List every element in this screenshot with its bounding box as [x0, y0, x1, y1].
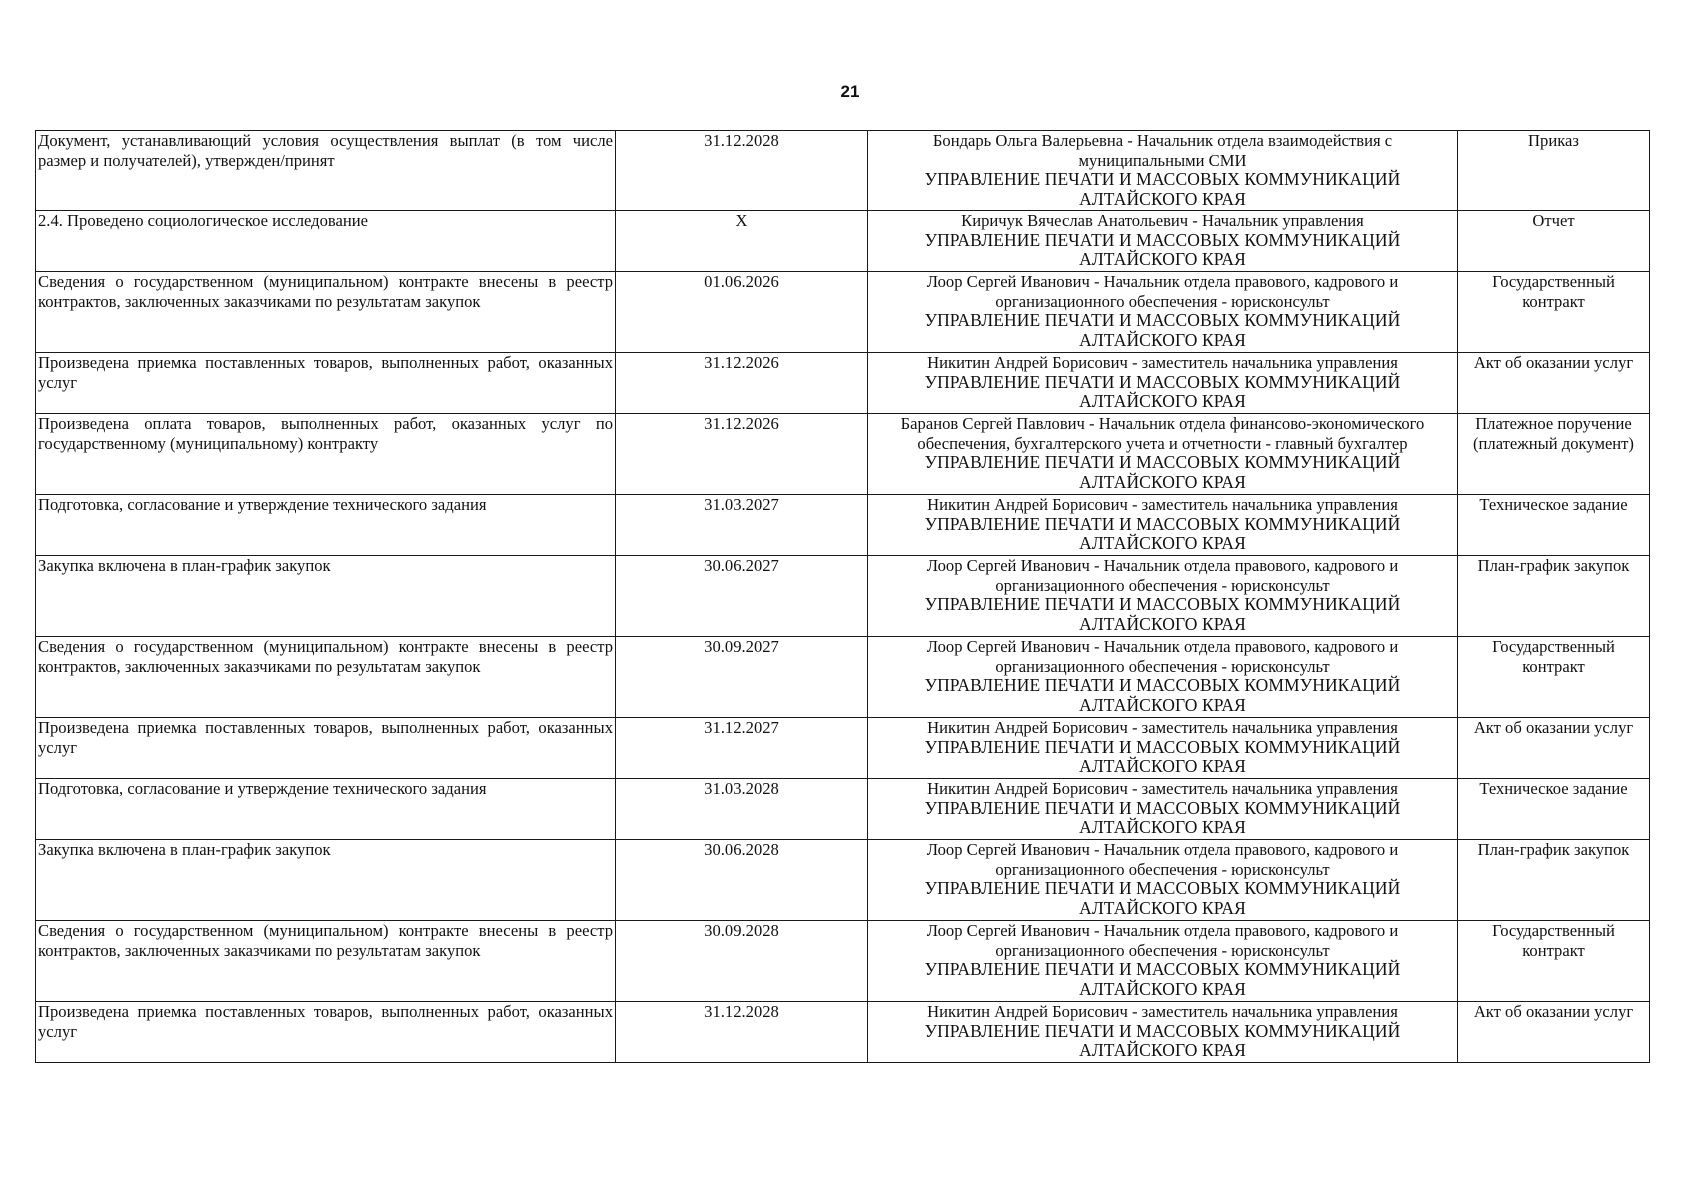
date-cell: X — [616, 211, 868, 272]
document-cell: План-график закупок — [1458, 840, 1650, 921]
responsible-org: УПРАВЛЕНИЕ ПЕЧАТИ И МАССОВЫХ КОММУНИКАЦИЙ АЛТАЙСКОГО КРАЯ — [924, 229, 1401, 269]
responsible-cell — [868, 921, 1458, 1002]
event-cell: Сведения о государственном (муниципальном) контракте внесены в реестр контрактов, заключенных заказчиками по результатам закупок — [36, 637, 616, 718]
responsible-person: Лоор Сергей Иванович - Начальник отдела правового, кадрового и организационного обеспечения - юрисконсульт — [926, 272, 1399, 311]
responsible-org: УПРАВЛЕНИЕ ПЕЧАТИ И МАССОВЫХ КОММУНИКАЦИЙ АЛТАЙСКОГО КРАЯ — [924, 452, 1401, 492]
responsible-cell — [868, 718, 1458, 779]
date-cell: 30.06.2028 — [616, 840, 868, 921]
event-cell: 2.4. Проведено социологическое исследование — [36, 211, 616, 272]
responsible-person: Никитин Андрей Борисович - заместитель начальника управления — [927, 353, 1398, 372]
responsible-cell — [868, 637, 1458, 718]
responsible-person: Лоор Сергей Иванович - Начальник отдела правового, кадрового и организационного обеспечения - юрисконсульт — [926, 921, 1399, 960]
responsible-person: Лоор Сергей Иванович - Начальник отдела правового, кадрового и организационного обеспечения - юрисконсульт — [926, 840, 1399, 879]
date-cell: 31.12.2028 — [616, 131, 868, 211]
responsible-cell — [868, 495, 1458, 556]
event-cell: Подготовка, согласование и утверждение технического задания — [36, 779, 616, 840]
table-row — [36, 556, 1650, 637]
date-cell: 31.12.2026 — [616, 414, 868, 495]
responsible-cell — [868, 272, 1458, 353]
responsible-cell — [868, 414, 1458, 495]
table-row — [36, 211, 1650, 272]
event-cell: Сведения о государственном (муниципальном) контракте внесены в реестр контрактов, заключенных заказчиками по результатам закупок — [36, 272, 616, 353]
responsible-person: Никитин Андрей Борисович - заместитель начальника управления — [927, 1002, 1398, 1021]
responsible-org: УПРАВЛЕНИЕ ПЕЧАТИ И МАССОВЫХ КОММУНИКАЦИЙ АЛТАЙСКОГО КРАЯ — [924, 310, 1401, 350]
responsible-person: Лоор Сергей Иванович - Начальник отдела правового, кадрового и организационного обеспечения - юрисконсульт — [926, 556, 1399, 595]
document-cell: Акт об оказании услуг — [1458, 718, 1650, 779]
responsible-person: Никитин Андрей Борисович - заместитель начальника управления — [927, 495, 1398, 514]
date-cell: 30.06.2027 — [616, 556, 868, 637]
event-cell: Закупка включена в план-график закупок — [36, 840, 616, 921]
document-cell: Государственный контракт — [1458, 921, 1650, 1002]
responsible-org: УПРАВЛЕНИЕ ПЕЧАТИ И МАССОВЫХ КОММУНИКАЦИЙ АЛТАЙСКОГО КРАЯ — [924, 169, 1401, 209]
table-row — [36, 1002, 1650, 1063]
responsible-org: УПРАВЛЕНИЕ ПЕЧАТИ И МАССОВЫХ КОММУНИКАЦИЙ АЛТАЙСКОГО КРАЯ — [924, 594, 1401, 634]
event-cell: Произведена приемка поставленных товаров, выполненных работ, оказанных услуг — [36, 1002, 616, 1063]
date-cell: 31.12.2027 — [616, 718, 868, 779]
table-row — [36, 131, 1650, 211]
responsible-org: УПРАВЛЕНИЕ ПЕЧАТИ И МАССОВЫХ КОММУНИКАЦИЙ АЛТАЙСКОГО КРАЯ — [924, 371, 1401, 411]
document-cell: Государственный контракт — [1458, 272, 1650, 353]
document-cell: Приказ — [1458, 131, 1650, 211]
responsible-person: Бондарь Ольга Валерьевна - Начальник отдела взаимодействия с муниципальными СМИ — [932, 131, 1393, 170]
date-cell: 30.09.2027 — [616, 637, 868, 718]
table-row — [36, 353, 1650, 414]
page-number: 21 — [840, 82, 860, 101]
responsible-cell — [868, 556, 1458, 637]
responsible-cell — [868, 840, 1458, 921]
table-row — [36, 840, 1650, 921]
document-cell: Техническое задание — [1458, 779, 1650, 840]
date-cell: 31.03.2028 — [616, 779, 868, 840]
table-row — [36, 272, 1650, 353]
table-row — [36, 637, 1650, 718]
date-cell: 01.06.2026 — [616, 272, 868, 353]
table-row — [36, 414, 1650, 495]
date-cell: 30.09.2028 — [616, 921, 868, 1002]
event-cell: Произведена оплата товаров, выполненных работ, оказанных услуг по государственному (муниципальному) контракту — [36, 414, 616, 495]
responsible-org: УПРАВЛЕНИЕ ПЕЧАТИ И МАССОВЫХ КОММУНИКАЦИЙ АЛТАЙСКОГО КРАЯ — [924, 959, 1401, 999]
date-cell: 31.12.2026 — [616, 353, 868, 414]
document-cell: Акт об оказании услуг — [1458, 353, 1650, 414]
event-cell: Сведения о государственном (муниципальном) контракте внесены в реестр контрактов, заключенных заказчиками по результатам закупок — [36, 921, 616, 1002]
document-cell: Платежное поручение (платежный документ) — [1458, 414, 1650, 495]
responsible-cell — [868, 131, 1458, 211]
responsible-org: УПРАВЛЕНИЕ ПЕЧАТИ И МАССОВЫХ КОММУНИКАЦИЙ АЛТАЙСКОГО КРАЯ — [924, 736, 1401, 776]
table-row — [36, 495, 1650, 556]
document-cell: Техническое задание — [1458, 495, 1650, 556]
responsible-org: УПРАВЛЕНИЕ ПЕЧАТИ И МАССОВЫХ КОММУНИКАЦИЙ АЛТАЙСКОГО КРАЯ — [924, 878, 1401, 918]
responsible-org: УПРАВЛЕНИЕ ПЕЧАТИ И МАССОВЫХ КОММУНИКАЦИЙ АЛТАЙСКОГО КРАЯ — [924, 513, 1401, 553]
responsible-person: Киричук Вячеслав Анатольевич - Начальник управления — [961, 211, 1364, 230]
responsible-person: Никитин Андрей Борисович - заместитель начальника управления — [927, 718, 1398, 737]
responsible-org: УПРАВЛЕНИЕ ПЕЧАТИ И МАССОВЫХ КОММУНИКАЦИЙ АЛТАЙСКОГО КРАЯ — [924, 1020, 1401, 1060]
event-cell: Произведена приемка поставленных товаров, выполненных работ, оказанных услуг — [36, 718, 616, 779]
event-cell: Произведена приемка поставленных товаров, выполненных работ, оказанных услуг — [36, 353, 616, 414]
responsible-person: Баранов Сергей Павлович - Начальник отдела финансово-экономического обеспечения, бухгалтерского учета и отчетности - главный бухгалтер — [900, 414, 1425, 453]
document-cell: Отчет — [1458, 211, 1650, 272]
responsible-cell — [868, 353, 1458, 414]
responsible-org: УПРАВЛЕНИЕ ПЕЧАТИ И МАССОВЫХ КОММУНИКАЦИЙ АЛТАЙСКОГО КРАЯ — [924, 797, 1401, 837]
date-cell: 31.12.2028 — [616, 1002, 868, 1063]
document-cell: Акт об оказании услуг — [1458, 1002, 1650, 1063]
table-row — [36, 921, 1650, 1002]
event-cell: Закупка включена в план-график закупок — [36, 556, 616, 637]
date-cell: 31.03.2027 — [616, 495, 868, 556]
responsible-cell — [868, 211, 1458, 272]
table-row — [36, 779, 1650, 840]
responsible-person: Никитин Андрей Борисович - заместитель начальника управления — [927, 779, 1398, 798]
table-row — [36, 718, 1650, 779]
event-cell: Документ, устанавливающий условия осуществления выплат (в том числе размер и получателей), утвержден/принят — [36, 131, 616, 211]
plan-table-body — [36, 131, 1650, 1063]
responsible-cell — [868, 779, 1458, 840]
event-cell: Подготовка, согласование и утверждение технического задания — [36, 495, 616, 556]
document-cell: Государственный контракт — [1458, 637, 1650, 718]
document-cell: План-график закупок — [1458, 556, 1650, 637]
plan-table — [35, 130, 1650, 1063]
responsible-person: Лоор Сергей Иванович - Начальник отдела правового, кадрового и организационного обеспечения - юрисконсульт — [926, 637, 1399, 676]
responsible-cell — [868, 1002, 1458, 1063]
responsible-org: УПРАВЛЕНИЕ ПЕЧАТИ И МАССОВЫХ КОММУНИКАЦИЙ АЛТАЙСКОГО КРАЯ — [924, 675, 1401, 715]
